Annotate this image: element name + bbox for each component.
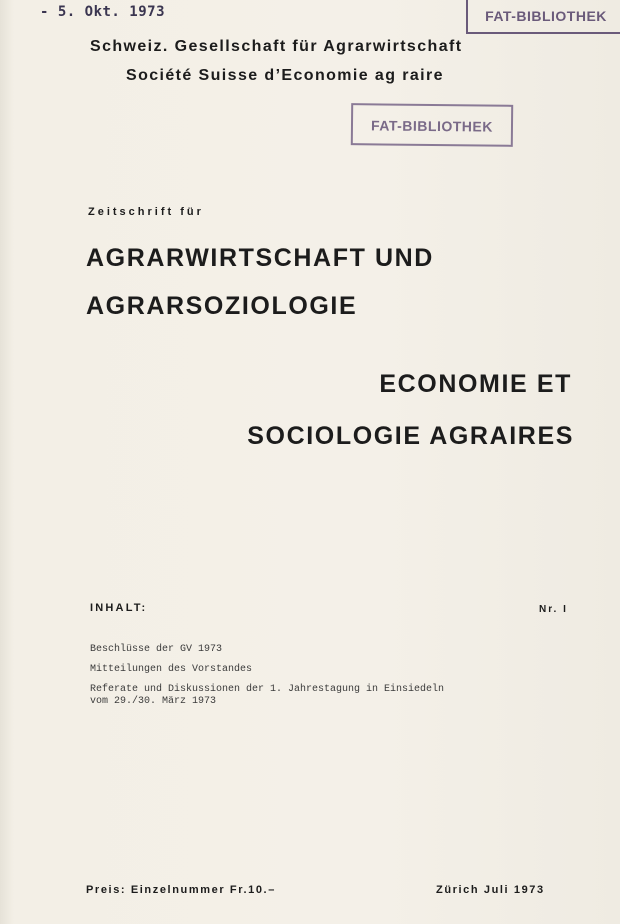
contents-item: Referate und Diskussionen der 1. Jahrestagung in Einsiedeln: [90, 684, 445, 695]
title-german-line-1: AGRARWIRTSCHAFT UND: [86, 244, 434, 272]
place-and-date: Zürich Juli 1973: [436, 884, 545, 896]
library-stamp-middle: FAT-BIBLIOTHEK: [351, 103, 513, 147]
title-french-line-1: ECONOMIE ET: [379, 370, 572, 398]
contents-item: Mitteilungen des Vorstandes: [90, 664, 253, 675]
received-date-stamp: - 5. Okt. 1973: [40, 4, 166, 20]
journal-label: Zeitschrift für: [88, 206, 204, 218]
price-info: Preis: Einzelnummer Fr.10.–: [86, 884, 276, 896]
title-french-line-2: SOCIOLOGIE AGRAIRES: [247, 422, 574, 450]
contents-heading: INHALT:: [90, 602, 148, 614]
title-german-line-2: AGRARSOZIOLOGIE: [86, 292, 358, 320]
library-stamp-top: FAT-BIBLIOTHEK: [466, 0, 620, 34]
contents-item-continuation: vom 29./30. März 1973: [90, 696, 217, 707]
society-name-french: Société Suisse d’Economie ag raire: [126, 67, 444, 84]
contents-item: Beschlüsse der GV 1973: [90, 644, 223, 655]
issue-number: Nr. I: [539, 604, 568, 615]
society-name-german: Schweiz. Gesellschaft für Agrarwirtschaft: [90, 38, 463, 55]
table-of-contents: [90, 644, 444, 716]
